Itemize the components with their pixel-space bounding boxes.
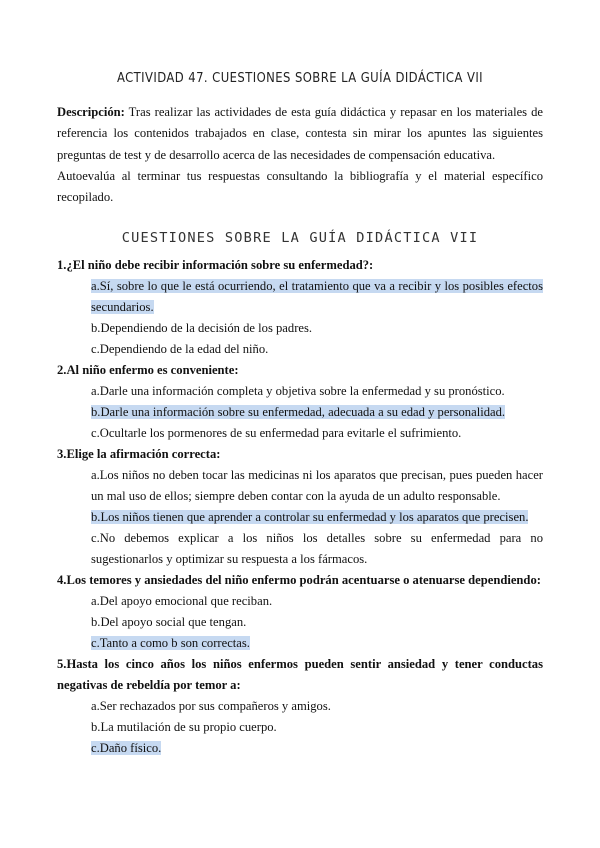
question-3: 3.Elige la afirmación correcta: <box>57 447 221 461</box>
option-4b: b.Del apoyo social que tengan. <box>91 615 247 629</box>
description-paragraph <box>57 102 543 166</box>
option-1c: c.Dependiendo de la edad del niño. <box>91 342 269 356</box>
option-4a: a.Del apoyo emocional que reciban. <box>91 594 273 608</box>
description-text: Tras realizar las actividades de esta guía didáctica y repasar en los materiales de referencia los contenidos trabajados en clase, contesta sin mirar los apuntes las siguientes preguntas de test y de desarrollo acerca de las necesidades de compensación educativa. <box>57 105 543 162</box>
highlighted-answer: c.Tanto a como b son correctas. <box>91 636 250 650</box>
page-title: ACTIVIDAD 47. CUESTIONES SOBRE LA GUÍA DIDÁCTICA VII <box>116 70 484 86</box>
option-3c: c.No debemos explicar a los niños los detalles sobre su enfermedad para no sugestionarlos y optimizar su respuesta a los fármacos. <box>91 531 543 566</box>
question-list <box>57 255 543 759</box>
option-3b <box>91 507 543 528</box>
highlighted-answer: b.Los niños tienen que aprender a controlar su enfermedad y los aparatos que precisen. <box>91 510 529 524</box>
option-5c <box>91 738 543 759</box>
option-4c <box>91 633 543 654</box>
option-2a: a.Darle una información completa y objetiva sobre la enfermedad y su pronóstico. <box>91 384 505 398</box>
question-1: 1.¿El niño debe recibir información sobre su enfermedad?: <box>57 258 374 272</box>
question-5: 5.Hasta los cinco años los niños enfermos pueden sentir ansiedad y tener conductas negativas de rebeldía por temor a: <box>57 657 543 692</box>
highlighted-answer: a.Sí, sobre lo que le está ocurriendo, el tratamiento que va a recibir y los posibles efectos secundarios. <box>91 279 543 314</box>
option-2c: c.Ocultarle los pormenores de su enfermedad para evitarle el sufrimiento. <box>91 426 462 440</box>
option-1b: b.Dependiendo de la decisión de los padres. <box>91 321 313 335</box>
self-evaluation-text: Autoevalúa al terminar tus respuestas consultando la bibliografía y el material específico recopilado. <box>57 168 543 205</box>
highlighted-answer: c.Daño físico. <box>91 741 162 755</box>
option-5b: b.La mutilación de su propio cuerpo. <box>91 720 277 734</box>
question-2: 2.Al niño enfermo es conveniente: <box>57 363 239 377</box>
option-2b <box>91 402 543 423</box>
description-label: Descripción: <box>57 105 125 119</box>
question-4: 4.Los temores y ansiedades del niño enfermo podrán acentuarse o atenuarse dependiendo: <box>57 573 541 587</box>
description-block <box>57 102 543 208</box>
option-3a: a.Los niños no deben tocar las medicinas ni los aparatos que precisan, pues pueden hacer un mal uso de ellos; siempre deben contar con la ayuda de un adulto responsable. <box>91 468 543 503</box>
section-title: CUESTIONES SOBRE LA GUÍA DIDÁCTICA VII <box>121 230 479 246</box>
highlighted-answer: b.Darle una información sobre su enfermedad, adecuada a su edad y personalidad. <box>91 405 506 419</box>
option-1a <box>91 276 543 318</box>
option-5a: a.Ser rechazados por sus compañeros y amigos. <box>91 699 331 713</box>
